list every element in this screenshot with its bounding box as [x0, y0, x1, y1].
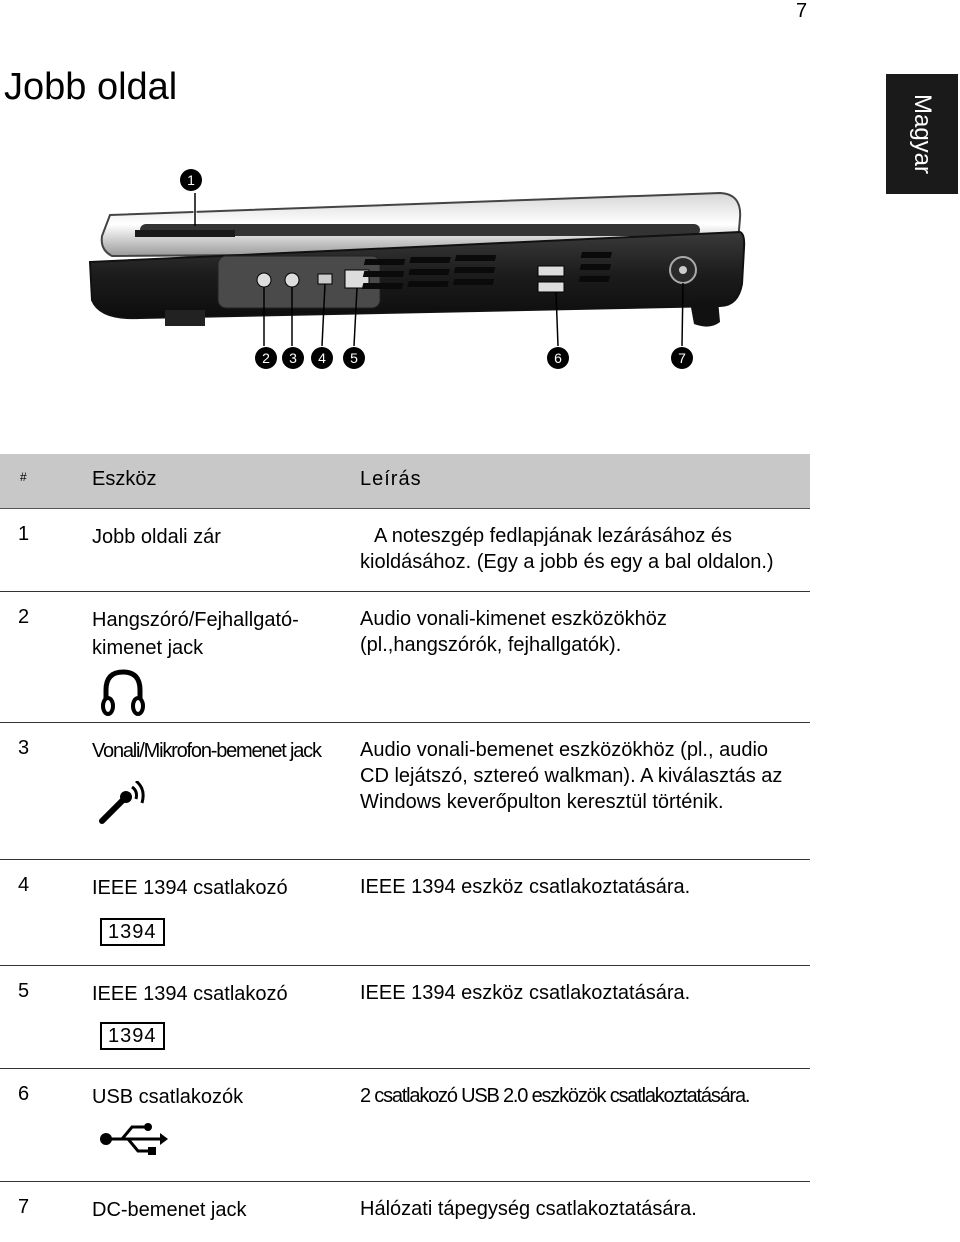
row-number: 1	[18, 523, 30, 545]
ports-table	[0, 454, 810, 1242]
header-description: Leírás	[360, 468, 422, 490]
row-number: 2	[18, 606, 30, 628]
row-device: IEEE 1394 csatlakozó	[92, 877, 288, 899]
ieee1394-badge: 1394	[100, 1022, 165, 1050]
row-device: Jobb oldali zár	[92, 526, 221, 548]
usb-icon	[98, 1121, 168, 1163]
headphones-icon	[98, 668, 148, 722]
row-number: 7	[18, 1196, 30, 1218]
row-device: Vonali/Mikrofon-bemenet jack	[92, 740, 321, 762]
microphone-icon	[98, 781, 148, 831]
header-device: Eszköz	[92, 468, 157, 490]
row-description: Hálózati tápegység csatlakoztatására.	[360, 1198, 697, 1220]
row-description: IEEE 1394 eszköz csatlakoztatására.	[360, 982, 691, 1004]
row-number: 5	[18, 980, 30, 1002]
row-device: IEEE 1394 csatlakozó	[92, 983, 288, 1005]
table-row	[0, 1182, 810, 1242]
language-tab-label: Magyar	[909, 93, 936, 175]
page-number: 7	[796, 0, 808, 22]
table-header	[0, 454, 810, 509]
ieee1394-badge: 1394	[100, 918, 165, 946]
row-description: 2 csatlakozó USB 2.0 eszközök csatlakoztatására.	[360, 1085, 750, 1107]
row-number: 4	[18, 874, 30, 896]
language-tab	[886, 74, 958, 194]
table-row	[0, 966, 810, 1069]
table-row	[0, 592, 810, 723]
callout-5: 5	[350, 350, 358, 366]
table-row	[0, 860, 810, 966]
callout-3: 3	[289, 350, 297, 366]
laptop-right-side-figure	[30, 160, 800, 390]
table-row	[0, 723, 810, 860]
row-device: Hangszóró/Fejhallgató-kimenet jack	[92, 609, 299, 659]
ieee1394-icon	[100, 1022, 165, 1050]
table-row	[0, 1069, 810, 1182]
ieee1394-icon	[100, 918, 165, 946]
callout-6: 6	[554, 350, 562, 366]
row-description: Audio vonali-kimenet eszközökhöz (pl.,hangszórók, fejhallgatók).	[360, 608, 667, 656]
table-row	[0, 509, 810, 592]
row-number: 6	[18, 1083, 30, 1105]
row-description: A noteszgép fedlapjának lezárásához és kioldásához. (Egy a jobb és egy a bal oldalon.)	[360, 525, 774, 573]
row-description: Audio vonali-bemenet eszközökhöz (pl., audio CD lejátszó, sztereó walkman). A kiválasztás az Windows keverőpulton keresztül történik.	[360, 739, 783, 813]
header-number: #	[20, 470, 27, 484]
callout-2: 2	[262, 350, 270, 366]
callout-7: 7	[678, 350, 686, 366]
row-description: IEEE 1394 eszköz csatlakoztatására.	[360, 876, 691, 898]
row-device: DC-bemenet jack	[92, 1199, 247, 1221]
page-title: Jobb oldal	[4, 66, 178, 108]
row-number: 3	[18, 737, 30, 759]
row-device: USB csatlakozók	[92, 1086, 244, 1108]
callout-4: 4	[318, 350, 326, 366]
callout-1: 1	[187, 172, 195, 188]
